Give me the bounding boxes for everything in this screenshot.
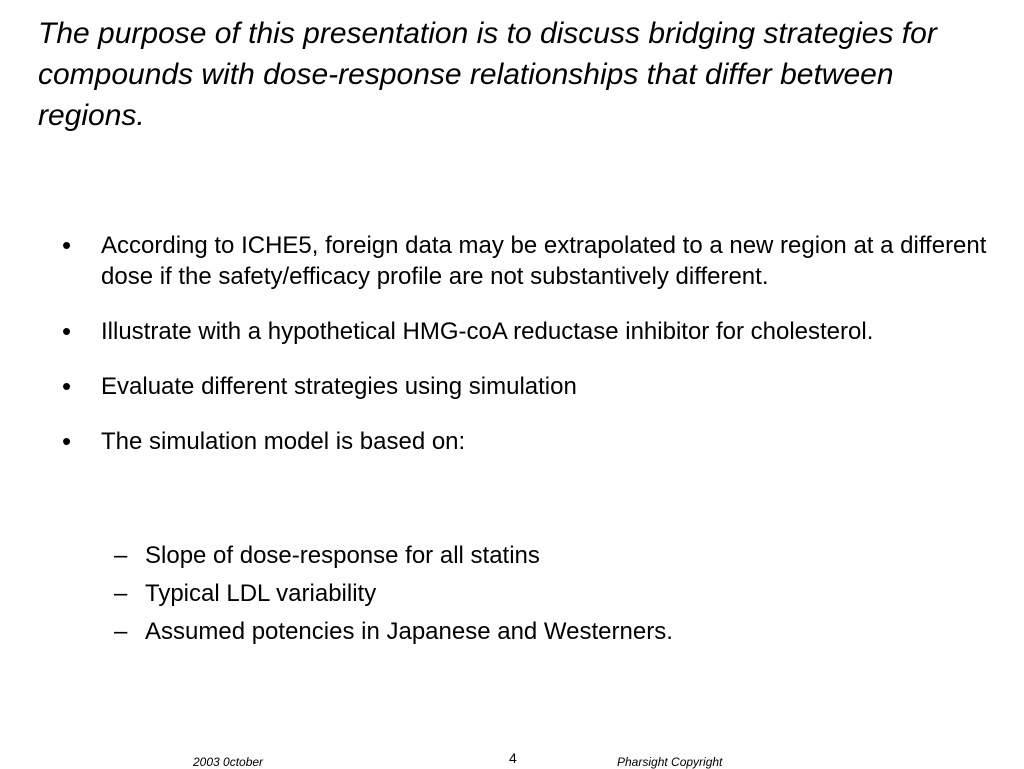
sub-bullet-item	[114, 537, 673, 575]
footer-date: 2003 0ctober	[193, 755, 264, 769]
sub-bullet-item	[114, 613, 673, 651]
sub-bullet-text: Slope of dose-response for all statins	[145, 542, 540, 569]
sub-bullet-marker: –	[114, 580, 128, 607]
sub-bullet-text: Assumed potencies in Japanese and Westerners.	[145, 618, 673, 645]
sub-bullet-list	[114, 537, 673, 651]
sub-bullet-marker: –	[114, 618, 128, 645]
bullet-item	[62, 230, 997, 292]
slide-title: The purpose of this presentation is to discuss bridging strategies for compounds with dose-response relationships that differ between regions.	[38, 17, 937, 132]
sub-bullet-marker: –	[114, 542, 128, 569]
bullet-list	[62, 230, 997, 467]
bullet-text: The simulation model is based on:	[101, 428, 466, 455]
page-number: 4	[509, 750, 517, 766]
bullet-text: According to ICHE5, foreign data may be extrapolated to a new region at a different dose if the safety/efficacy profile are not substantively different.	[101, 232, 987, 290]
bullet-marker: •	[62, 316, 72, 346]
bullet-item	[62, 316, 997, 347]
bullet-marker: •	[62, 230, 72, 260]
sub-bullet-item	[114, 575, 673, 613]
bullet-item	[62, 371, 997, 402]
bullet-text: Evaluate different strategies using simulation	[101, 373, 577, 400]
bullet-marker: •	[62, 426, 72, 456]
bullet-text: Illustrate with a hypothetical HMG-coA reductase inhibitor for cholesterol.	[101, 318, 874, 345]
footer-copyright: Pharsight Copyright	[617, 755, 723, 769]
bullet-item	[62, 426, 997, 457]
bullet-marker: •	[62, 371, 72, 401]
sub-bullet-text: Typical LDL variability	[145, 580, 377, 607]
